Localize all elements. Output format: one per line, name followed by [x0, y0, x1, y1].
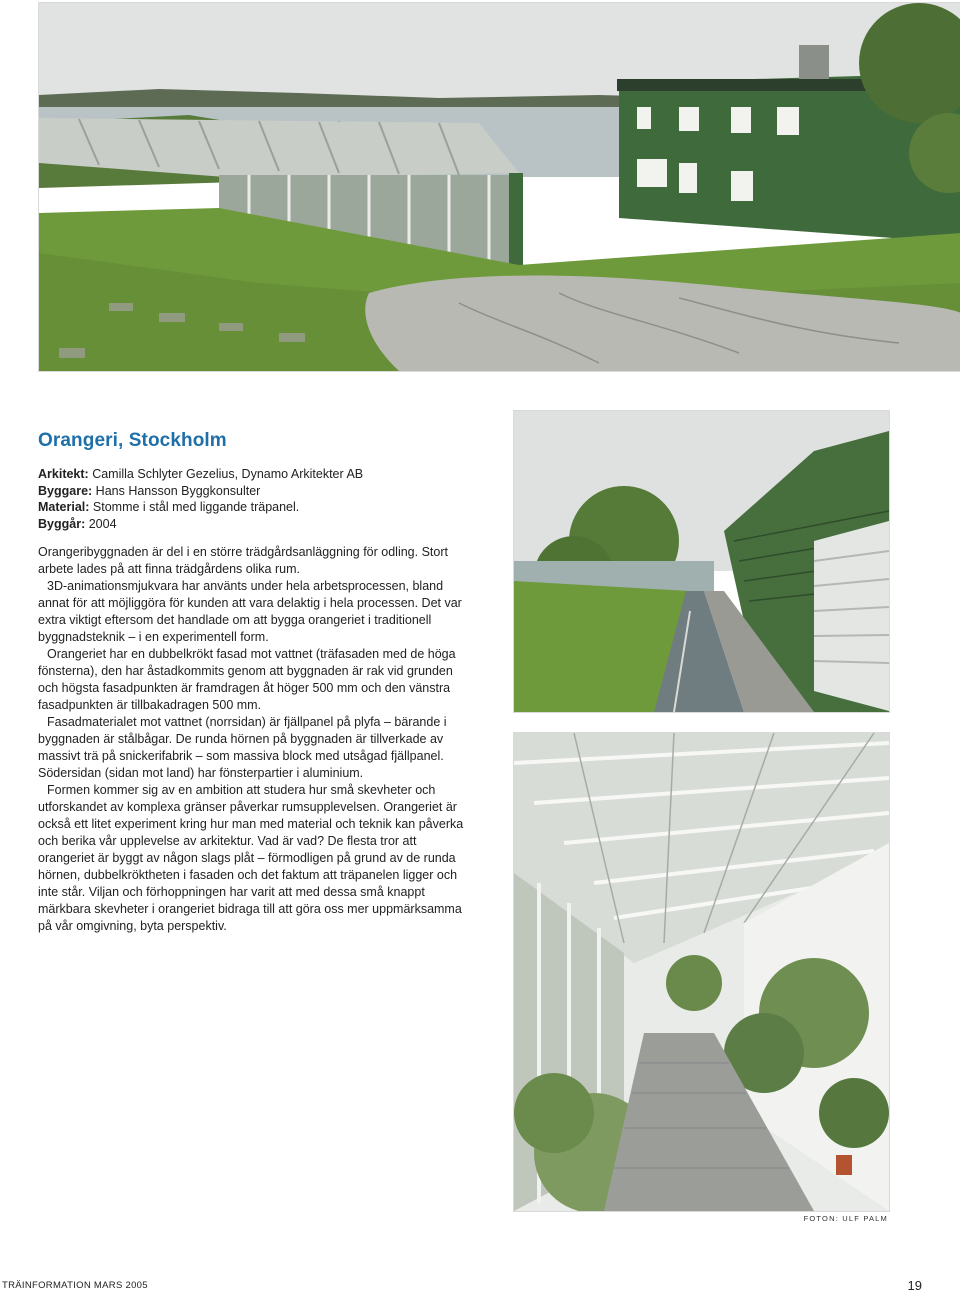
- credit-value: 2004: [88, 516, 117, 531]
- body-paragraph: Fasadmaterialet mot vattnet (norrsidan) är fjällpanel på plyfa – bärande i byggnaden är stålbågar. De runda hörnen på byggnaden är tillverkade av massivt trä på snickerifabrik – som massiva block med utsågad fjällpanel. Södersidan (sidan mot land) har fönsterpartier i aluminium.: [38, 715, 447, 780]
- credit-value: Camilla Schlyter Gezelius, Dynamo Arkitekter AB: [92, 467, 364, 481]
- project-credits: [38, 466, 473, 532]
- photo-water-channel: [513, 410, 890, 713]
- body-paragraph: Orangeribyggnaden är del i en större trädgårdsanläggning för odling. Stort arbete lades på att finna trädgårdens olika rum.: [38, 545, 448, 576]
- credit-architect: [38, 466, 473, 483]
- photo-credit: FOTON: ULF PALM: [803, 1214, 888, 1223]
- article-title: Orangeri, Stockholm: [38, 430, 227, 451]
- credit-value: Stomme i stål med liggande träpanel.: [92, 500, 300, 514]
- credit-label: Arkitekt:: [38, 467, 89, 481]
- credit-builder: [38, 483, 473, 500]
- credit-label: Byggare:: [38, 483, 93, 498]
- body-paragraph: Orangeriet har en dubbelkrökt fasad mot vattnet (träfasaden med de höga fönsterna), den har åstadkommits genom att byggnaden är rak vid grunden och högsta fasadpunkten är framdragen åt höger 500 mm och den vänstra fasadpunkten är tillbakadragen 500 mm.: [38, 647, 456, 712]
- credit-label: Material:: [38, 500, 90, 514]
- photo-orangery-exterior: [38, 2, 960, 372]
- publication-footer: TRÄINFORMATION MARS 2005: [2, 1280, 148, 1291]
- photo-greenhouse-interior: [513, 732, 890, 1212]
- credit-label: Byggår:: [38, 516, 86, 531]
- credit-material: [38, 499, 473, 516]
- body-paragraph: Formen kommer sig av en ambition att studera hur små skevheter och utforskandet av komplexa gränser påverkar rumsupplevelsen. Orangeriet är också ett litet experiment kring hur man med material och teknik kan påverka och berika vår upplevelse av arkitektur. Vad är vad? De flesta tror att orangeriet är byggt av någon slags plåt – förmodligen på grund av de runda hörnen, dubbelkröktheten i fasaden och det faktum att träpanelen ligger och inte står. Viljan och förhoppningen har varit att med dessa små knappt märkbara skevheter i orangeriet bidraga till att göra oss mer uppmärksamma på vår omgivning, byta perspektiv.: [38, 783, 464, 933]
- credit-value: Hans Hansson Byggkonsulter: [95, 483, 261, 498]
- article: [38, 430, 473, 935]
- credit-year: [38, 516, 473, 533]
- page-number: 19: [907, 1278, 922, 1293]
- body-paragraph: 3D-animationsmjukvara har använts under hela arbetsprocessen, bland annat för att möjliggöra för kunden att vara delaktig i hela processen. Det var extra viktigt eftersom det handlade om att bygga orangeriet i traditionell byggnadsteknik – i en experimentell form.: [38, 579, 462, 644]
